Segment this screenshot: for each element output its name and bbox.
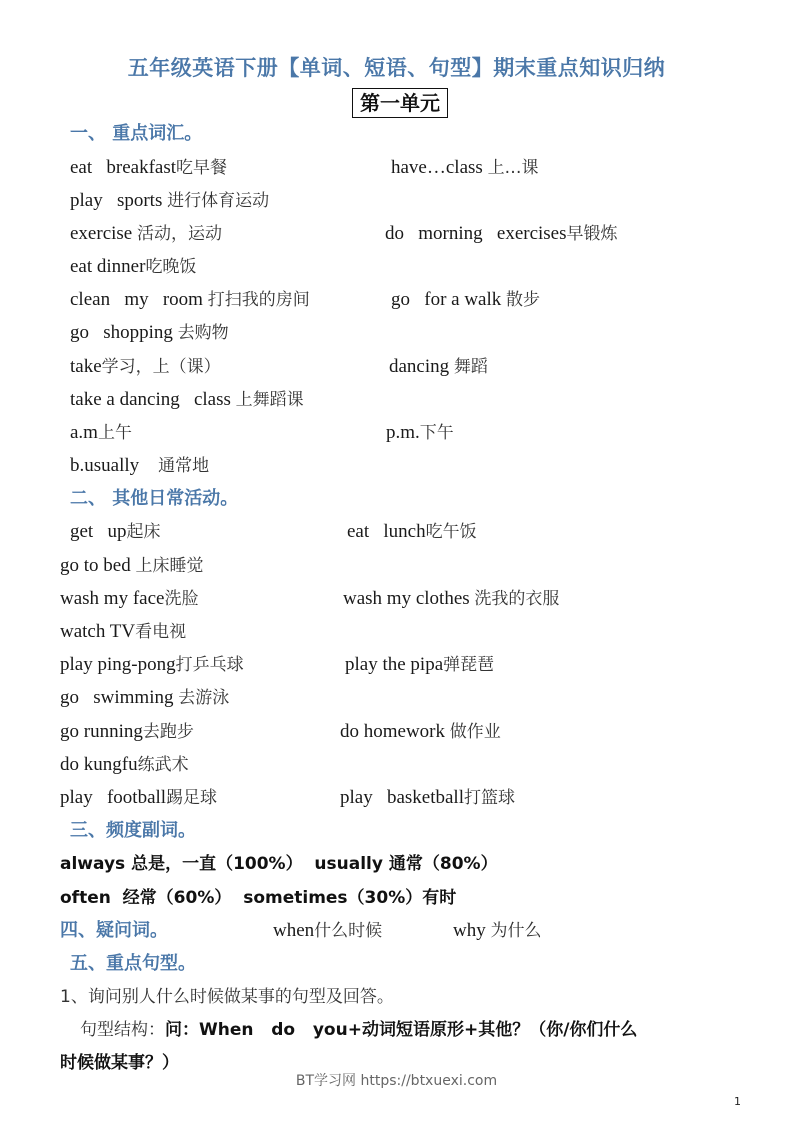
sentence-text: 1、询问别人什么时候做某事的句型及回答。 — [60, 987, 394, 1007]
activity-cn: 看电视 — [135, 622, 187, 642]
structure-text: 时候做某事？） — [60, 1053, 179, 1073]
section-heading-sentences: 五、重点句型。 — [70, 953, 196, 974]
activity-item — [340, 786, 515, 810]
question-word-when — [273, 919, 382, 943]
vocab-cn: 上舞蹈课 — [235, 390, 304, 410]
vocab-en: eat dinner — [70, 256, 146, 277]
vocab-item — [70, 288, 310, 312]
vocab-item — [70, 388, 304, 412]
activity-en: do kungfu — [60, 754, 138, 775]
sentence-structure — [80, 1018, 637, 1042]
activity-en: eat lunch — [347, 521, 426, 542]
activity-item — [70, 520, 160, 544]
frequency-text: often 经常（60%） sometimes（30%）有时 — [60, 888, 457, 908]
vocab-en: have…class — [391, 157, 488, 178]
vocab-item — [70, 321, 229, 345]
vocab-item — [70, 421, 132, 445]
vocab-en: do morning exercises — [385, 223, 567, 244]
activity-cn: 上床睡觉 — [135, 556, 204, 576]
vocab-en: p.m. — [386, 422, 420, 443]
vocab-en: go for a walk — [391, 289, 507, 310]
vocab-en: a.m — [70, 422, 98, 443]
frequency-line-2 — [60, 886, 456, 910]
vocab-cn: 吃早餐 — [176, 158, 228, 178]
activity-en: watch TV — [60, 621, 136, 642]
vocab-en: take — [70, 356, 102, 377]
vocab-item — [389, 355, 488, 379]
activity-cn: 练武术 — [137, 755, 189, 775]
activity-en: do homework — [340, 721, 450, 742]
vocab-item — [70, 255, 196, 279]
document-title: 五年级英语下册【单词、短语、句型】期末重点知识归纳 — [127, 56, 666, 80]
activity-item — [60, 686, 229, 710]
question-word-why — [453, 919, 541, 943]
vocab-item — [385, 222, 618, 246]
vocab-item — [70, 222, 222, 246]
activity-item — [60, 753, 189, 777]
frequency-line-1 — [60, 852, 498, 876]
activity-item — [60, 587, 198, 611]
vocab-en: eat breakfast — [70, 157, 177, 178]
sentence-item-1 — [60, 985, 394, 1009]
activity-cn: 吃午饭 — [425, 522, 477, 542]
activity-item — [60, 653, 244, 677]
activity-cn: 做作业 — [449, 722, 501, 742]
activity-cn: 起床 — [126, 522, 161, 542]
activity-cn: 打乒乓球 — [175, 655, 244, 675]
activity-en: play the pipa — [345, 654, 444, 675]
vocab-cn: 舞蹈 — [453, 357, 488, 377]
vocab-item — [70, 454, 209, 478]
activity-en: go to bed — [60, 555, 136, 576]
activity-item — [60, 720, 194, 744]
section-heading-vocab: 一、 重点词汇。 — [70, 123, 203, 144]
section-heading-question-words: 四、疑问词。 — [60, 920, 168, 941]
structure-text: 问：When do you+动词短语原形+其他？（你/你们什么 — [165, 1020, 638, 1040]
vocab-cn: 吃晚饭 — [145, 257, 197, 277]
qw-cn: 什么时候 — [314, 921, 383, 941]
page-number: 1 — [734, 1095, 741, 1108]
activity-en: wash my clothes — [343, 588, 475, 609]
vocab-en: exercise — [70, 223, 137, 244]
vocab-cn: 学习，上（课） — [101, 357, 221, 377]
activity-item — [60, 620, 186, 644]
vocab-item — [386, 421, 454, 445]
activity-cn: 洗脸 — [164, 589, 199, 609]
activity-item — [345, 653, 494, 677]
activity-cn: 弹琵琶 — [443, 655, 495, 675]
activity-cn: 去跑步 — [142, 722, 194, 742]
activity-en: play ping-pong — [60, 654, 176, 675]
qw-cn: 为什么 — [490, 921, 542, 941]
activity-en: wash my face — [60, 588, 165, 609]
activity-item — [343, 587, 559, 611]
vocab-cn: 去购物 — [177, 323, 229, 343]
vocab-item — [70, 189, 269, 213]
vocab-item — [70, 355, 221, 379]
vocab-cn: 通常地 — [158, 456, 210, 476]
section-heading-activities: 二、 其他日常活动。 — [70, 488, 239, 509]
vocab-item — [391, 288, 540, 312]
activity-item — [340, 720, 501, 744]
activity-cn: 去游泳 — [178, 688, 230, 708]
vocab-cn: 活动，运动 — [136, 224, 222, 244]
vocab-item — [70, 156, 227, 180]
vocab-cn: 下午 — [419, 423, 454, 443]
activity-cn: 打篮球 — [464, 788, 515, 808]
frequency-text: always 总是，一直（100%） usually 通常（80%） — [60, 854, 498, 874]
activity-cn: 洗我的衣服 — [474, 589, 560, 609]
vocab-cn: 进行体育运动 — [167, 191, 270, 211]
vocab-en: dancing — [389, 356, 454, 377]
structure-label: 句型结构： — [80, 1020, 165, 1040]
vocab-cn: 上…课 — [487, 158, 539, 178]
activity-en: go running — [60, 721, 143, 742]
activity-en: get up — [70, 521, 127, 542]
qw-en: when — [273, 920, 315, 941]
footer-watermark: BT学习网 https://btxuexi.com — [295, 1073, 498, 1089]
activity-en: go swimming — [60, 687, 179, 708]
unit-heading: 第一单元 — [352, 88, 448, 118]
vocab-en: b.usually — [70, 455, 159, 476]
activity-item — [347, 520, 477, 544]
vocab-en: play sports — [70, 190, 168, 211]
vocab-en: take a dancing class — [70, 389, 236, 410]
activity-en: play basketball — [340, 787, 464, 808]
vocab-cn: 散步 — [506, 290, 541, 310]
vocab-en: go shopping — [70, 322, 178, 343]
vocab-cn: 打扫我的房间 — [207, 290, 310, 310]
section-heading-frequency: 三、频度副词。 — [70, 820, 196, 841]
activity-cn: 踢足球 — [166, 788, 218, 808]
vocab-en: clean my room — [70, 289, 208, 310]
vocab-cn: 上午 — [97, 423, 132, 443]
vocab-cn: 早锻炼 — [566, 224, 618, 244]
activity-item — [60, 554, 203, 578]
vocab-item — [391, 156, 539, 180]
activity-en: play football — [60, 787, 167, 808]
activity-item — [60, 786, 217, 810]
qw-en: why — [453, 920, 491, 941]
